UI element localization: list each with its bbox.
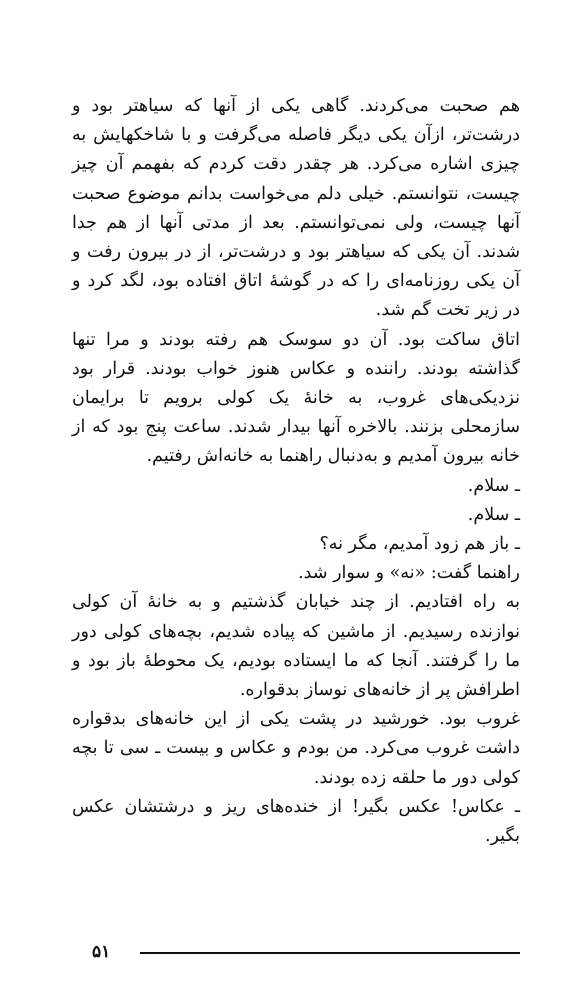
dialogue-line: ـ سلام. <box>467 504 520 525</box>
page-footer <box>72 940 520 964</box>
paragraph-set-out: به راه افتادیم. از چند خیابان گذشتیم و به خانهٔ آن کولی نوازنده رسیدیم. از ماشین که پیاده شدیم، بچه‌های کولی دور ما را گرفتند. آنجا که ما ایستاده بودیم، یک محوطهٔ باز بود و اطرافش پر از خانه‌های نوساز بدقواره. <box>72 592 520 701</box>
dialogue-line: ـ سلام. <box>467 475 520 496</box>
guide-line: راهنما گفت: «نه» و سوار شد. <box>298 563 520 584</box>
paragraph-cockroaches: هم صحبت می‌کردند. گاهی یکی از آنها که سیاهتر بود و درشت‌تر، ازآن یکی دیگر فاصله می‌گرفت و با شاخکهایش به چیزی اشاره می‌کرد. هر چقدر دقت کردم که بفهمم آن چیز چیست، نتوانستم. خیلی دلم می‌خواست بدانم موضوع صحبت آنها چیست، ولی نمی‌توانستم. بعد از مدتی آنها از هم جدا شدند. آن یکی که سیاهتر بود و درشت‌تر، از در بیرون رفت و آن یکی روزنامه‌ای را که در گوشهٔ اتاق افتاده بود، لگد کرد و در زیر تخت گم شد. <box>72 96 520 321</box>
paragraph-sunset: غروب بود. خورشید در پشت یکی از این خانه‌های بدقواره داشت غروب می‌کرد. من بودم و عکاس و بیست ـ سی تا بچه کولی دور ما حلقه زده بودند. <box>72 709 520 788</box>
footer-rule <box>140 952 520 954</box>
paragraph-photographer: ـ عکاس! عکس بگیر! از خنده‌های ریز و درشتشان عکس بگیر. <box>72 796 520 847</box>
dialogue-line: ـ باز هم زود آمدیم، مگر نه؟ <box>319 534 520 555</box>
page-number: ۵۱ <box>92 942 111 962</box>
page-body <box>72 92 520 851</box>
paragraph-quiet-room: اتاق ساکت بود. آن دو سوسک هم رفته بودند و مرا تنها گذاشته بودند. راننده و عکاس هنوز خواب بودند. قرار بود نزدیکی‌های غروب، به خانهٔ یک کولی برویم تا برایمان سازمحلی بزنند. بالاخره آنها بیدار شدند. ساعت پنج بود که از خانه بیرون آمدیم و به‌دنبال راهنما به خانه‌اش رفتیم. <box>72 329 520 467</box>
